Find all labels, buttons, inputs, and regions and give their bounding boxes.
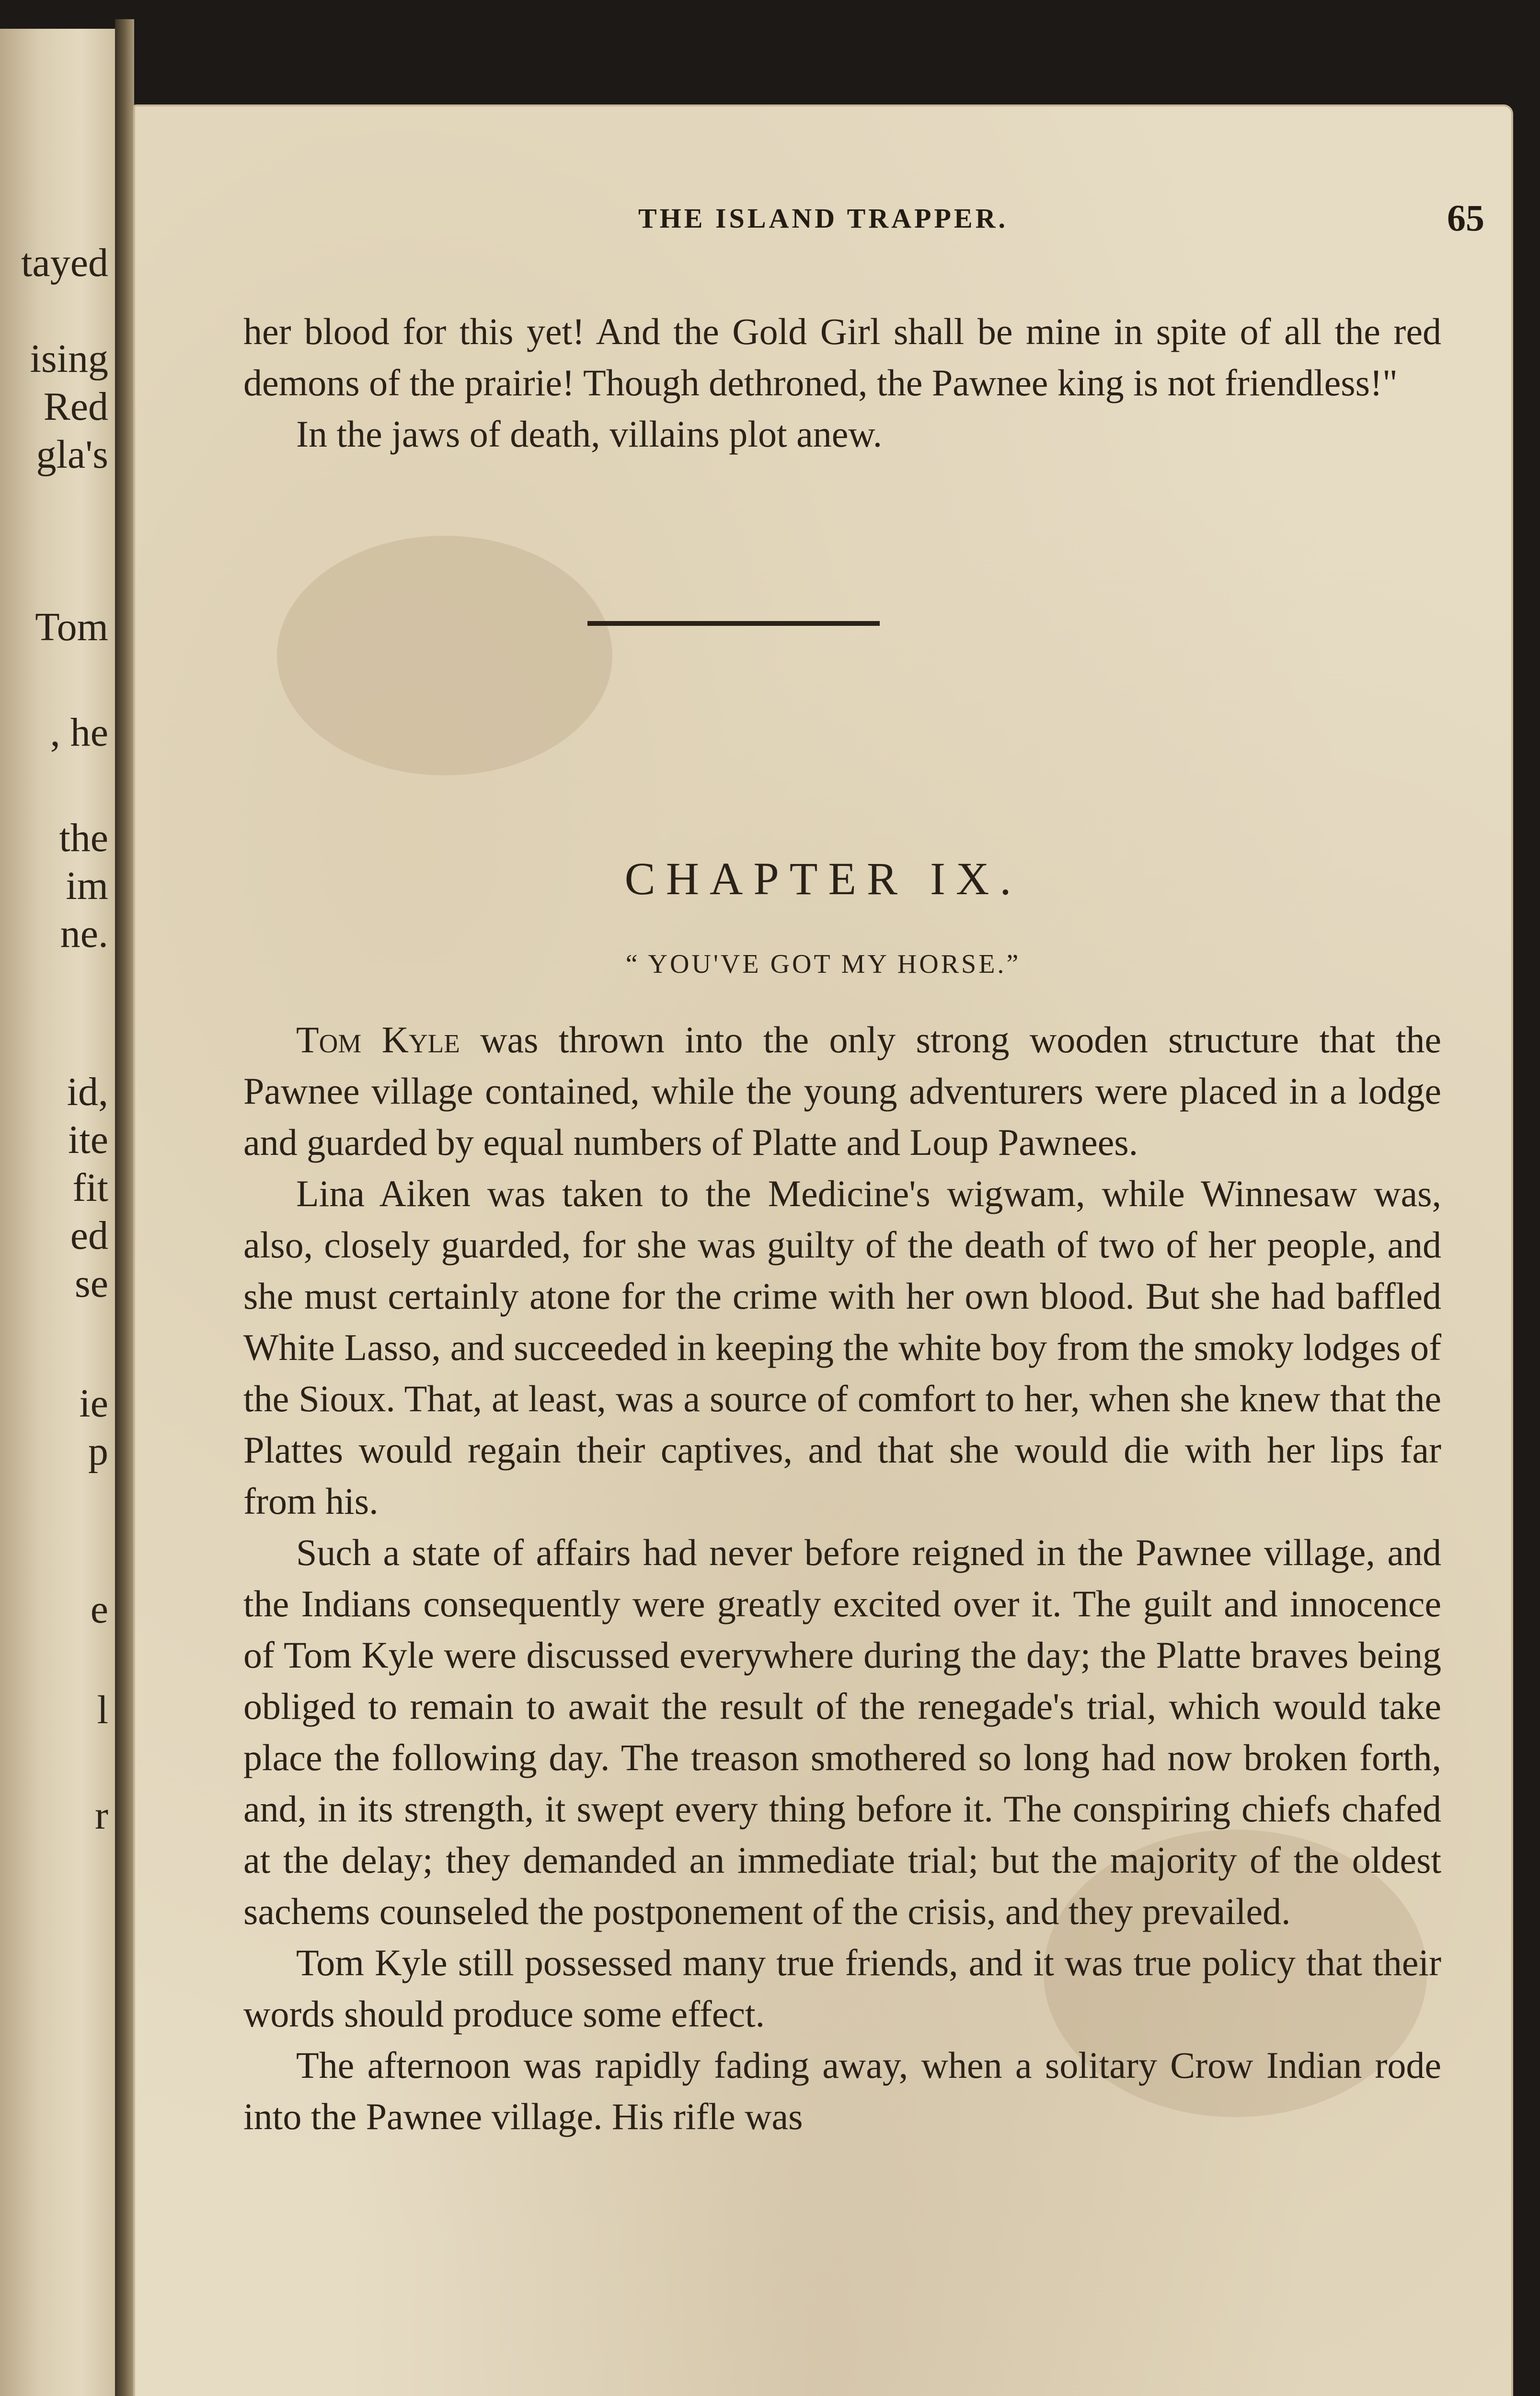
left-page-text: ite — [68, 1117, 108, 1162]
left-page-text: e — [90, 1587, 108, 1632]
book-gutter — [115, 19, 134, 2396]
paragraph — [243, 1014, 1441, 1168]
page-number: 65 — [1447, 197, 1484, 239]
chapter-heading: CHAPTER IX. — [624, 853, 1022, 904]
left-page-text: Tom — [35, 605, 108, 649]
paragraph: Such a state of affairs had never before reigned in the Pawnee village, and the Indians consequently were greatly excited over it. The guilt and innocence of Tom Kyle were discussed everywhere during the day; the Platte braves being obliged to remain to await the result of the renegade's trial, which would take place the following day. The treason smothered so long had now broken forth, and, in its strength, it swept every thing before it. The conspiring chiefs chafed at the delay; they demanded an immediate trial; but the majority of the oldest sachems counseled the postponement of the crisis, and they prevailed. — [243, 1532, 1441, 1932]
left-page-text: ising — [30, 336, 108, 381]
continued-text — [243, 306, 1441, 460]
name-small-caps: Tom Kyle — [296, 1019, 460, 1060]
paragraph: Lina Aiken was taken to the Medicine's wigwam, while Winnesaw was, also, closely guarded, for she was guilty of the death of two of her people, and she must certainly atone for the crime with her own blood. But she had baffled White Lasso, and succeeded in keeping the white boy from the smoky lodges of the Sioux. That, at least, was a source of comfort to her, when she knew that the Plattes would regain their captives, and that she would die with her lips far from his. — [243, 1173, 1441, 1522]
left-page-text: id, — [67, 1070, 108, 1114]
chapter-subtitle: “ YOU'VE GOT MY HORSE.” — [625, 949, 1021, 979]
paragraph: Tom Kyle still possessed many true friends, and it was true policy that their words should produce some effect. — [243, 1942, 1441, 2035]
left-page-text: ed — [70, 1213, 108, 1258]
paragraph-text: was thrown into the only strong wooden structure that the Pawnee village contained, while the young adventurers were placed in a lodge and guarded by equal numbers of Platte and Loup Pawnees. — [243, 1019, 1441, 1163]
left-page-text: the — [59, 816, 108, 860]
left-page-text: fit — [72, 1165, 108, 1210]
chapter-body — [243, 1014, 1441, 2142]
left-page-text: gla's — [36, 432, 108, 477]
left-page-text: , he — [50, 710, 108, 755]
left-page-text: l — [97, 1688, 108, 1732]
paragraph: The afternoon was rapidly fading away, when a solitary Crow Indian rode into the Pawnee village. His rifle was — [243, 2044, 1441, 2137]
left-page-text: r — [95, 1793, 108, 1838]
left-page-text: tayed — [21, 241, 108, 285]
left-page-text: Red — [43, 384, 108, 429]
section-divider — [587, 621, 880, 626]
left-page-fragment — [0, 29, 118, 2396]
paragraph: In the jaws of death, villains plot anew. — [296, 413, 883, 455]
running-title: THE ISLAND TRAPPER. — [638, 203, 1008, 234]
left-page-text: ne. — [60, 911, 108, 956]
paper-stain — [277, 536, 612, 775]
paragraph: her blood for this yet! And the Gold Girl shall be mine in spite of all the red demons of the prairie! Though dethroned, the Pawnee king is not friendless!" — [243, 311, 1441, 403]
left-page-text: im — [66, 864, 108, 908]
left-page-text: ie — [79, 1381, 108, 1426]
book-page — [133, 104, 1513, 2396]
left-page-text: se — [75, 1261, 108, 1306]
running-head — [133, 197, 1513, 245]
left-page-text: p — [88, 1429, 108, 1474]
